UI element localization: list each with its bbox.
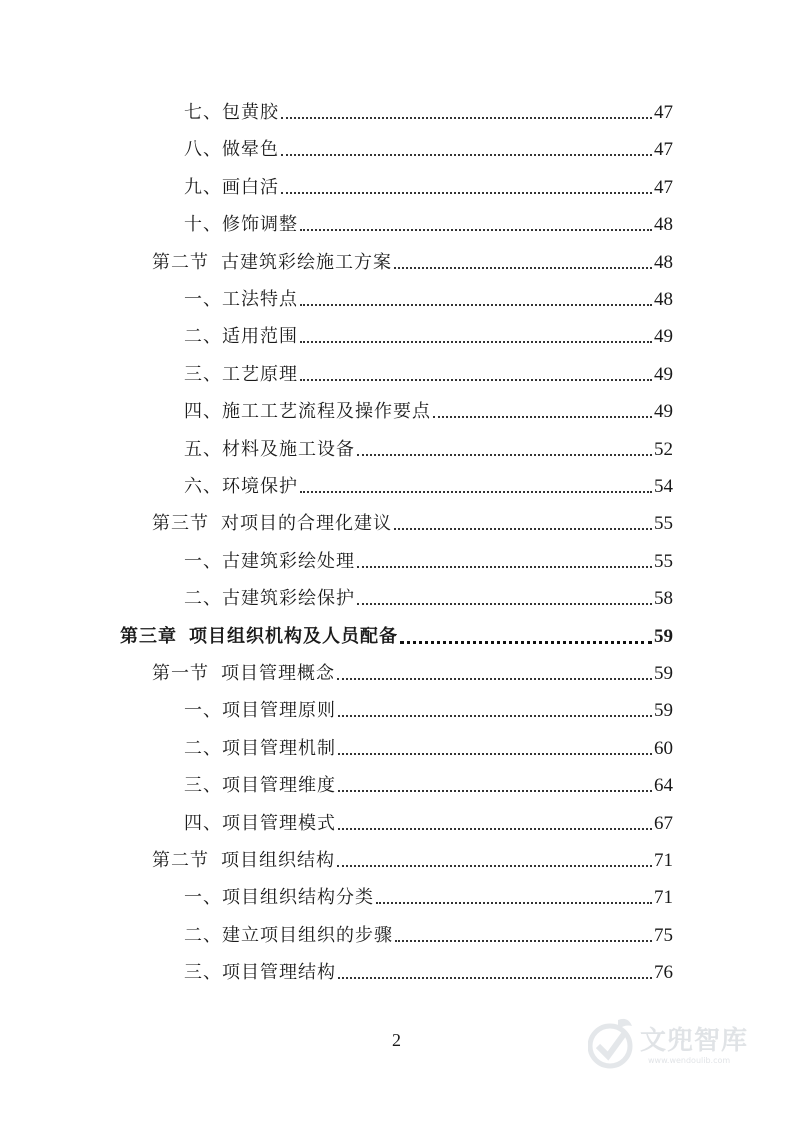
toc-leader-dots	[337, 678, 652, 680]
toc-entry[interactable]	[184, 399, 673, 425]
toc-entry-number: 第二节	[152, 251, 209, 273]
toc-entry-text: 项目管理结构	[222, 962, 336, 984]
watermark	[588, 1016, 768, 1076]
toc-entry[interactable]	[184, 175, 673, 201]
toc-entry[interactable]	[184, 960, 673, 986]
toc-leader-dots	[300, 304, 652, 306]
toc-leader-dots	[281, 154, 652, 156]
toc-entry[interactable]	[152, 250, 673, 276]
toc-leader-dots	[338, 828, 652, 830]
toc-entry-text: 修饰调整	[222, 214, 298, 236]
toc-entry-number: 第二节	[152, 850, 209, 871]
toc-entry[interactable]	[184, 698, 673, 724]
toc-entry-text: 工法特点	[222, 289, 298, 310]
toc-entry-text: 对项目的合理化建议	[221, 513, 392, 535]
toc-leader-dots	[300, 229, 652, 231]
toc-entry-page: 71	[654, 850, 673, 871]
toc-entry-number: 四、	[184, 401, 222, 423]
toc-entry-text: 施工工艺流程及操作要点	[222, 401, 431, 423]
toc-leader-dots	[338, 977, 652, 979]
toc-leader-dots	[395, 940, 652, 942]
toc-leader-dots	[338, 715, 652, 717]
toc-entry-title	[184, 137, 279, 163]
toc-leader-dots	[338, 753, 652, 755]
toc-entry-title	[184, 960, 336, 986]
toc-entry[interactable]	[184, 586, 673, 612]
toc-entry[interactable]	[184, 923, 673, 949]
toc-entry[interactable]	[184, 773, 673, 799]
toc-entry-title	[184, 923, 393, 949]
toc-entry-title	[184, 549, 355, 575]
toc-entry-number: 第三节	[152, 513, 209, 535]
toc-leader-dots	[376, 902, 652, 904]
toc-entry[interactable]	[184, 885, 673, 911]
toc-entry-number: 一、	[184, 887, 222, 909]
toc-entry[interactable]	[184, 137, 673, 163]
watermark-url: www.wendoulib.com	[648, 1056, 731, 1065]
toc-entry-text: 建立项目组织的步骤	[222, 924, 393, 946]
toc-entry-text: 项目管理原则	[222, 700, 336, 722]
toc-entry-number: 二、	[184, 737, 222, 759]
watermark-name: 文兜智库	[640, 1026, 749, 1056]
toc-entry[interactable]	[184, 212, 673, 238]
toc-entry-number: 第三章	[120, 625, 177, 647]
toc-entry-number: 三、	[184, 363, 222, 385]
toc-entry-number: 三、	[184, 775, 222, 797]
toc-entry-text: 古建筑彩绘保护	[222, 588, 355, 610]
toc-entry-page: 75	[654, 924, 673, 946]
toc-entry-page: 47	[654, 176, 673, 198]
toc-entry-text: 项目组织结构	[221, 850, 335, 871]
toc-entry-text: 项目管理概念	[221, 663, 335, 684]
toc-entry-title	[184, 586, 355, 612]
toc-leader-dots	[337, 865, 652, 867]
toc-entry[interactable]	[184, 324, 673, 350]
page-number: 2	[392, 1030, 401, 1050]
toc-leader-dots	[357, 454, 652, 456]
toc-entry-text: 古建筑彩绘施工方案	[221, 251, 392, 273]
toc-entry[interactable]	[184, 811, 673, 837]
toc-entry-title	[184, 885, 374, 911]
toc-entry-page: 47	[654, 102, 673, 123]
toc-entry-page: 67	[654, 812, 673, 834]
toc-leader-dots	[281, 117, 652, 119]
toc-entry-page: 55	[654, 513, 673, 535]
toc-entry-page: 49	[654, 401, 673, 423]
watermark-logo-icon	[588, 1016, 638, 1072]
toc-leader-dots	[281, 192, 652, 194]
toc-entry[interactable]	[152, 511, 673, 537]
toc-entry-page: 59	[654, 700, 673, 722]
toc-entry-title	[184, 287, 298, 313]
toc-entry-number: 三、	[184, 962, 222, 984]
toc-entry-title	[152, 661, 335, 687]
toc-entry-page: 48	[654, 289, 673, 310]
toc-entry-title	[152, 848, 335, 874]
toc-entry-text: 古建筑彩绘处理	[222, 550, 355, 572]
toc-leader-dots	[338, 790, 652, 792]
toc-entry-text: 项目组织结构分类	[222, 887, 374, 909]
toc-entry-text: 环境保护	[222, 476, 298, 497]
toc-leader-dots	[300, 491, 652, 493]
toc-entry-title	[184, 100, 279, 126]
toc-entry-text: 包黄胶	[222, 102, 279, 123]
toc-entry-page: 59	[654, 625, 673, 647]
toc-entry-page: 59	[654, 663, 673, 684]
toc-entry-page: 55	[654, 550, 673, 572]
toc-leader-dots	[300, 341, 652, 343]
toc-leader-dots	[300, 379, 652, 381]
toc-entry-page: 58	[654, 588, 673, 610]
toc-entry-title	[152, 250, 392, 276]
toc-entry-text: 工艺原理	[222, 363, 298, 385]
toc-leader-dots	[357, 566, 652, 568]
toc-entry-text: 项目组织机构及人员配备	[189, 625, 398, 647]
toc-entry-title	[184, 474, 298, 500]
toc-entry-number: 四、	[184, 812, 222, 834]
toc-entry[interactable]	[184, 100, 673, 126]
toc-entry[interactable]	[184, 287, 673, 313]
toc-entry[interactable]	[184, 362, 673, 388]
toc-entry-number: 六、	[184, 476, 222, 497]
toc-leader-dots	[394, 267, 652, 269]
toc-entry-page: 48	[654, 251, 673, 273]
toc-entry-text: 适用范围	[222, 326, 298, 348]
toc-entry-title	[152, 511, 392, 537]
toc-entry-number: 一、	[184, 550, 222, 572]
toc-entry-number: 十、	[184, 214, 222, 236]
toc-entry-title	[184, 175, 279, 201]
toc-leader-dots	[394, 528, 652, 530]
toc-entry-page: 47	[654, 139, 673, 161]
toc-entry-number: 八、	[184, 139, 222, 161]
toc-entry-page: 60	[654, 737, 673, 759]
toc-entry-title	[184, 399, 431, 425]
toc-entry-page: 64	[654, 775, 673, 797]
toc-entry-number: 一、	[184, 700, 222, 722]
toc-entry-page: 54	[654, 476, 673, 497]
toc-entry-page: 49	[654, 363, 673, 385]
toc-entry-title	[184, 212, 298, 238]
toc-entry-page: 52	[654, 438, 673, 460]
toc-entry-title	[184, 698, 336, 724]
toc-entry[interactable]	[184, 736, 673, 762]
toc-entry[interactable]	[152, 848, 673, 874]
toc-entry-number: 二、	[184, 588, 222, 610]
toc-leader-dots	[433, 416, 652, 418]
toc-entry-title	[184, 773, 336, 799]
toc-entry-page: 48	[654, 214, 673, 236]
toc-entry[interactable]	[184, 437, 673, 463]
toc-entry-title	[184, 324, 298, 350]
toc-entry-title	[184, 437, 355, 463]
toc-entry-text: 项目管理模式	[222, 812, 336, 834]
toc-entry-page: 71	[654, 887, 673, 909]
toc-entry-number: 一、	[184, 289, 222, 310]
toc-entry-page: 76	[654, 962, 673, 984]
toc-entry-title	[184, 736, 336, 762]
toc-entry-number: 二、	[184, 326, 222, 348]
toc-entry-title	[184, 362, 298, 388]
toc-leader-dots	[357, 603, 652, 605]
toc-entry[interactable]	[120, 624, 673, 650]
toc-entry-text: 材料及施工设备	[222, 438, 355, 460]
toc-entry-number: 二、	[184, 924, 222, 946]
toc-entry-number: 第一节	[152, 663, 209, 684]
toc-entry-number: 七、	[184, 102, 222, 123]
toc-entry-text: 做晕色	[222, 139, 279, 161]
toc-leader-dots	[400, 641, 652, 644]
toc-entry[interactable]	[184, 474, 673, 500]
toc-entry-number: 九、	[184, 176, 222, 198]
toc-entry[interactable]	[152, 661, 673, 687]
toc-entry-number: 五、	[184, 438, 222, 460]
toc-entry-text: 画白活	[222, 176, 279, 198]
toc-entry[interactable]	[184, 549, 673, 575]
toc-entry-title	[184, 811, 336, 837]
toc-entry-page: 49	[654, 326, 673, 348]
toc-entry-text: 项目管理机制	[222, 737, 336, 759]
toc-entry-title	[120, 624, 398, 650]
toc-entry-text: 项目管理维度	[222, 775, 336, 797]
